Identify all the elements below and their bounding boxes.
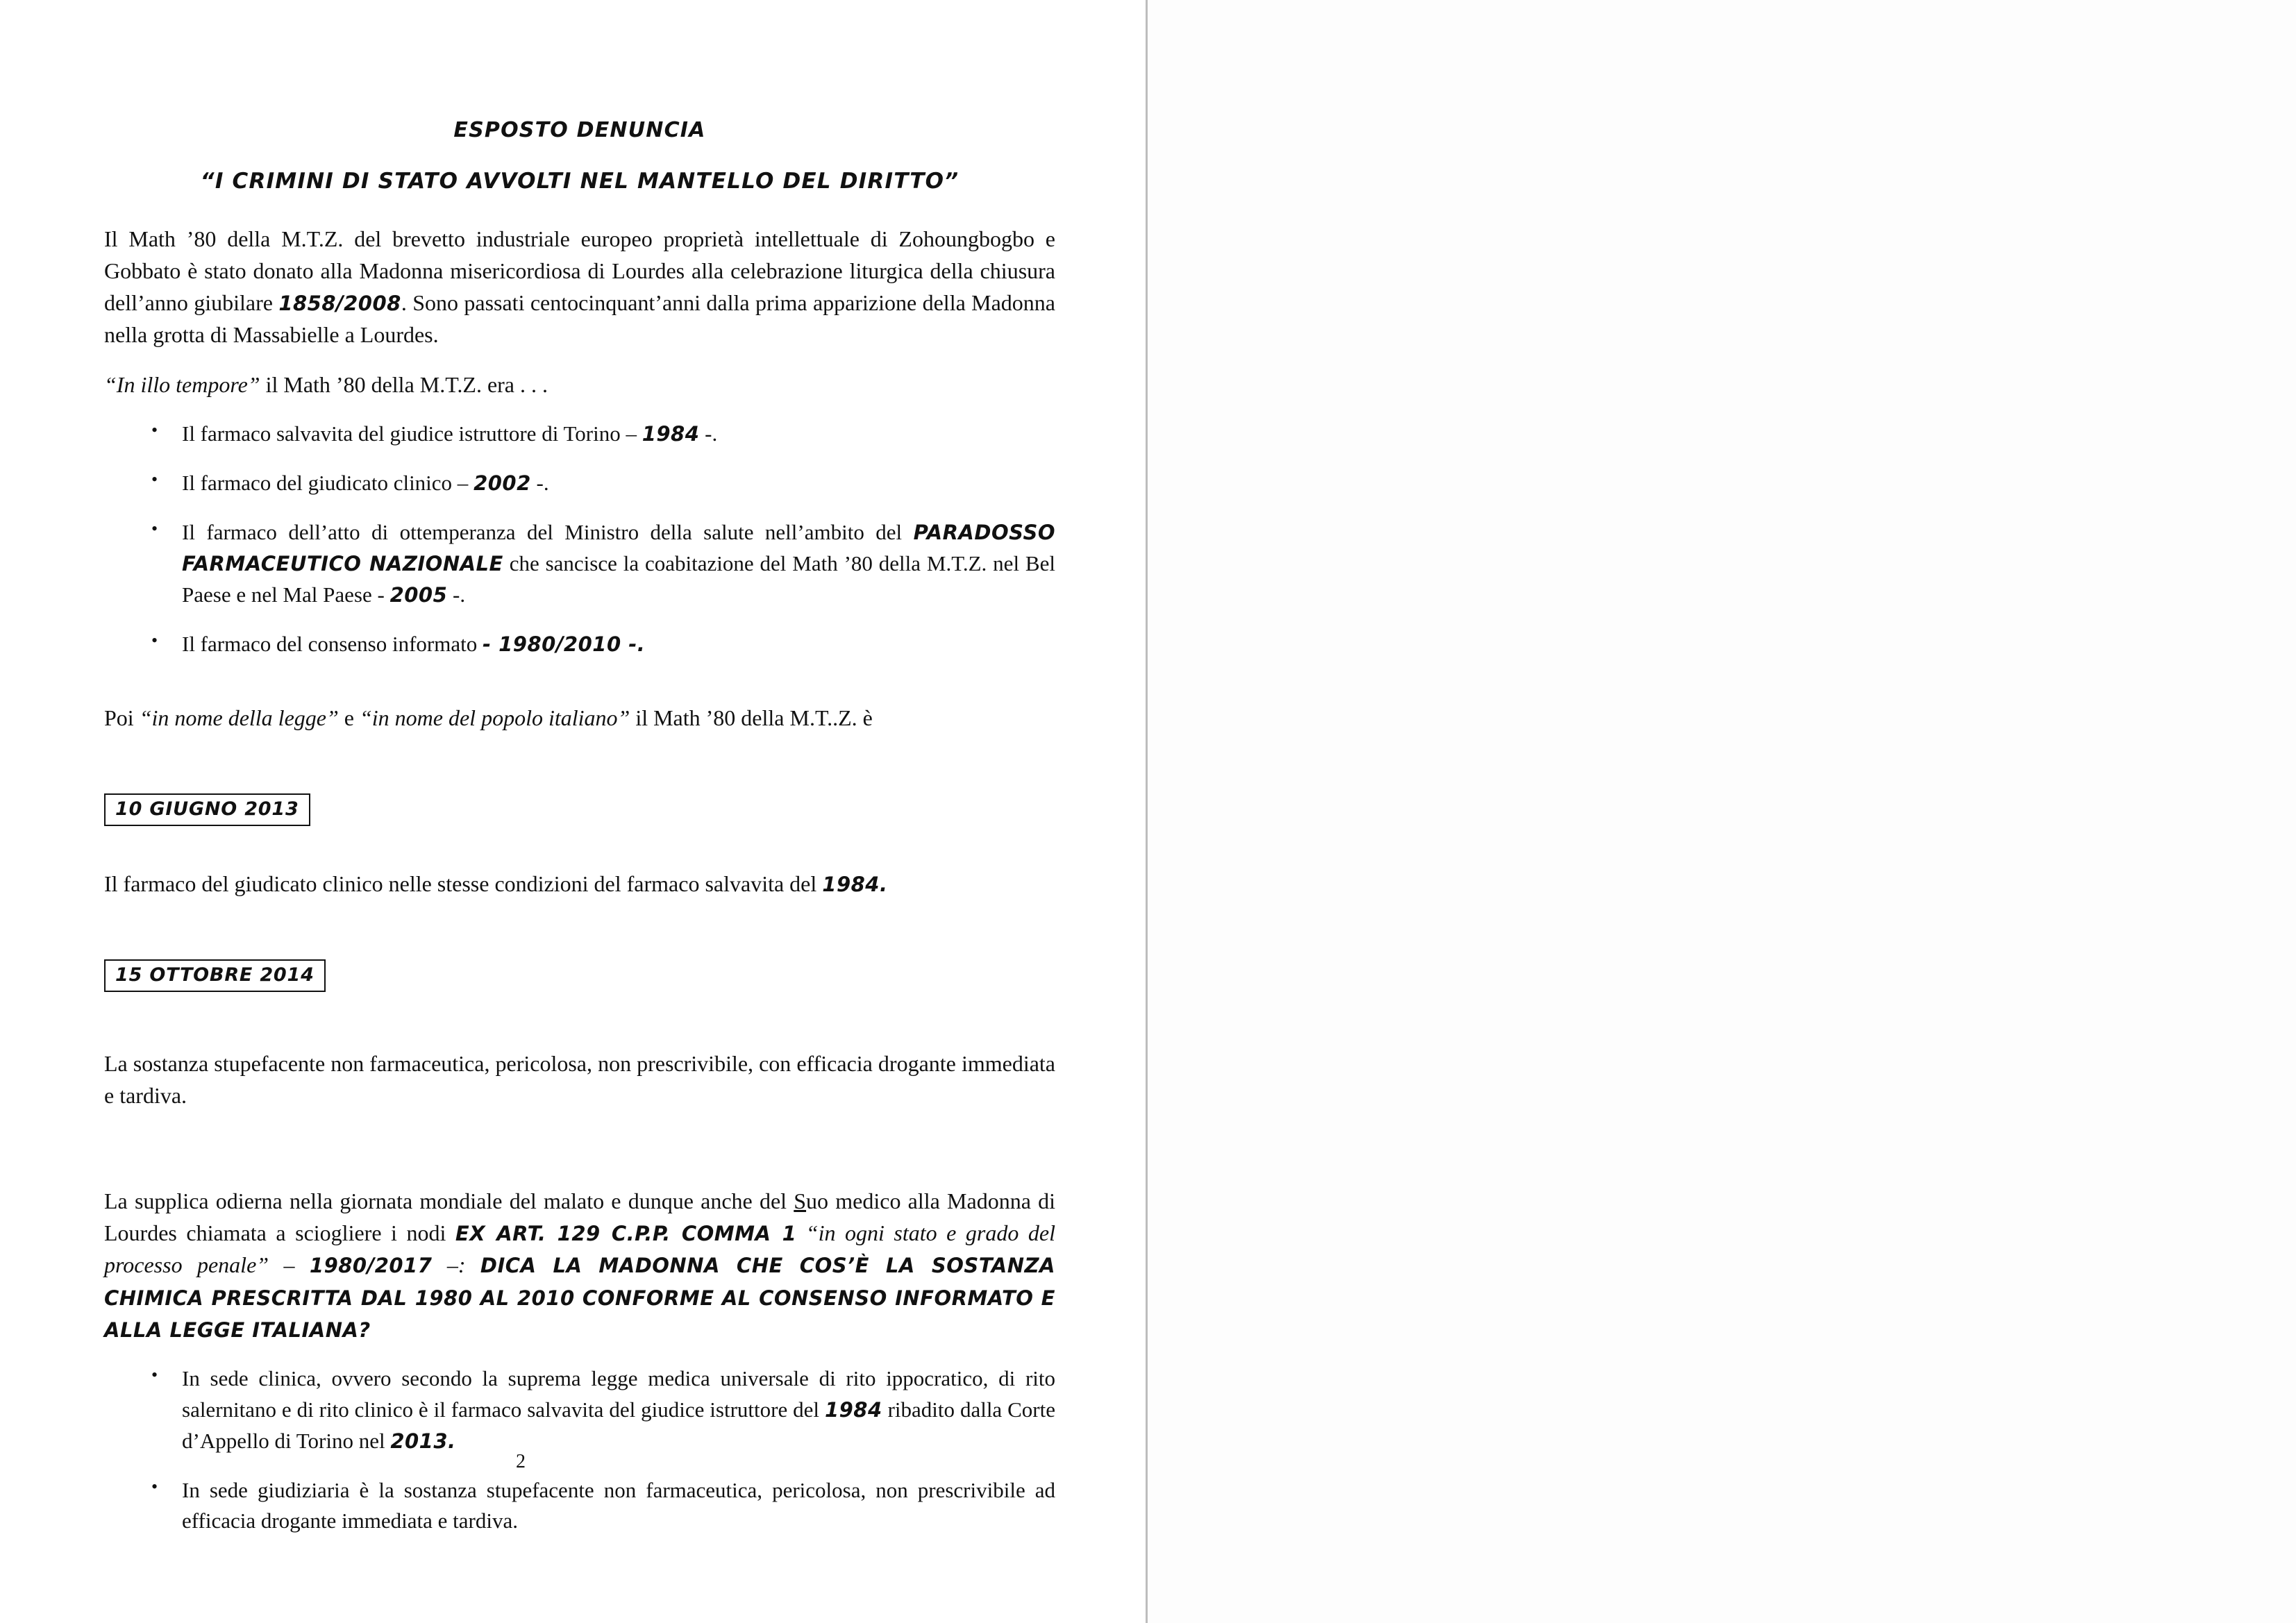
paper-sheet	[0, 0, 1146, 1623]
paragraph-text-c: il Math ’80 della M.T..Z. è	[630, 705, 873, 731]
list-item-text-a: Il farmaco del consenso informato	[182, 632, 483, 657]
list-item-emphasis: - 1980/2010 -.	[483, 632, 646, 657]
date-box-second-wrapper	[104, 959, 1055, 992]
list-item-text-a: Il farmaco del giudicato clinico –	[182, 471, 474, 496]
date-badge-10-giugno-2013: 10 GIUGNO 2013	[104, 793, 310, 826]
paragraph-emphasis-article: EX ART. 129 C.P.P. COMMA 1	[455, 1222, 797, 1246]
list-item	[104, 468, 1055, 499]
paragraph-italic-quote: “in ogni stato e grado del processo penale” –	[104, 1220, 1055, 1278]
list-item-text-a: Il farmaco salvavita del giudice istruttore di Torino –	[182, 421, 642, 446]
list-item	[104, 517, 1055, 611]
spacer	[104, 1129, 1055, 1185]
paragraph-in-illo-tempore-italic: “In illo tempore”	[104, 372, 260, 398]
list-item-text-b: -.	[699, 421, 718, 446]
paragraph-giudicato-clinico	[104, 868, 1055, 900]
spacer	[104, 752, 1055, 793]
list-item-emphasis: 2002	[474, 471, 531, 496]
paragraph-emphasis-years: 1980/2017	[309, 1254, 433, 1278]
list-item-emphasis: 1984	[642, 422, 700, 446]
document-title-primary: ESPOSTO DENUNCIA	[453, 118, 706, 142]
paragraph-intro-text-a: Il Math ’80 della M.T.Z. del brevetto industriale europeo proprietà intellettuale di Zohoungbogbo e Gobbato è stato donato alla Madonna misericordiosa di Lourdes alla celebrazione liturgica della chiusura dell’anno giubilare	[104, 226, 1055, 316]
paragraph-intro-text-b: . Sono passati centocinquant’anni dalla prima apparizione della Madonna nella grotta di Massabielle a Lourdes.	[104, 290, 1056, 348]
paragraph-supplica	[104, 1185, 1055, 1345]
date-badge-15-ottobre-2014: 15 OTTOBRE 2014	[104, 959, 326, 992]
paragraph-emphasis: 1984.	[822, 873, 888, 897]
list-item-emphasis-secondary: 2005	[389, 583, 448, 607]
list-item-text-b: -.	[530, 471, 549, 496]
paragraph-underlined-letter: S	[794, 1188, 807, 1214]
date-box-first-wrapper	[104, 793, 1055, 826]
list-item-text-b: ribadito dalla Corte d’Appello di Torino nel	[182, 1397, 1055, 1453]
document-body	[104, 118, 1055, 1555]
paragraph-in-nome-della-legge	[104, 702, 1055, 734]
page-edge-divider	[1146, 0, 1148, 1623]
spacer	[104, 992, 1055, 1048]
paragraph-text-a: Poi	[104, 705, 140, 731]
document-title-secondary: “I CRIMINI DI STATO AVVOLTI NEL MANTELLO DEL DIRITTO”	[200, 169, 960, 194]
paragraph-in-illo-tempore-rest: il Math ’80 della M.T.Z. era . . .	[260, 372, 548, 398]
paragraph-text-b: e	[338, 705, 360, 731]
list-item	[104, 629, 1055, 660]
list-item	[104, 1475, 1055, 1538]
list-item-text-a: Il farmaco dell’atto di ottemperanza del Ministro della salute nell’ambito del	[182, 520, 914, 545]
paragraph-text-a: Il farmaco del giudicato clinico nelle stesse condizioni del farmaco salvavita del	[104, 871, 823, 897]
spacer	[104, 826, 1055, 868]
list-item-emphasis: 1984	[824, 1397, 882, 1422]
paragraph-intro	[104, 223, 1055, 351]
paragraph-italic-2: “in nome del popolo italiano”	[359, 705, 630, 731]
bullet-list-primary	[104, 419, 1055, 660]
list-item	[104, 1363, 1055, 1457]
paragraph-emphasis-question: DICA LA MADONNA CHE COS’È LA SOSTANZA CHIMICA PRESCRITTA DAL 1980 AL 2010 CONFORME AL CONSENSO INFORMATO E ALLA LEGGE ITALIANA?	[104, 1254, 1055, 1342]
spacer	[104, 678, 1055, 702]
paragraph-intro-emphasis: 1858/2008	[278, 292, 401, 316]
list-item-text-a: In sede clinica, ovvero secondo la suprema legge medica universale di rito ippocratico, di rito salernitano e di rito clinico è il farmaco salvavita del giudice istruttore del	[182, 1365, 1055, 1422]
page-number: 2	[516, 1451, 526, 1472]
list-item-text-c: -.	[447, 582, 466, 607]
list-item-emphasis-secondary: 2013.	[390, 1429, 456, 1453]
list-item	[104, 419, 1055, 450]
paragraph-italic-sep: –:	[432, 1252, 480, 1278]
paragraph-in-illo-tempore	[104, 369, 1055, 401]
paragraph-text-b: uo medico alla Madonna di Lourdes chiamata a sciogliere i nodi	[104, 1188, 1056, 1246]
list-item-text-a: In sede giudiziaria è la sostanza stupefacente non farmaceutica, pericolosa, non prescrivibile ad efficacia drogante immediata e tardiva.	[182, 1477, 1055, 1533]
spacer	[104, 918, 1055, 959]
paragraph-italic-1: “in nome della legge”	[139, 705, 339, 731]
list-item-emphasis: PARADOSSO FARMACEUTICO NAZIONALE	[182, 521, 1055, 576]
paragraph-text-a: La supplica odierna nella giornata mondiale del malato e dunque anche del	[104, 1188, 794, 1214]
list-item-text-b: che sancisce la coabitazione del Math ’80 della M.T.Z. nel Bel Paese e nel Mal Paese -	[182, 551, 1055, 607]
paragraph-sostanza-stupefacente: La sostanza stupefacente non farmaceutica, pericolosa, non prescrivibile, con efficacia drogante immediata e tardiva.	[104, 1051, 1055, 1109]
